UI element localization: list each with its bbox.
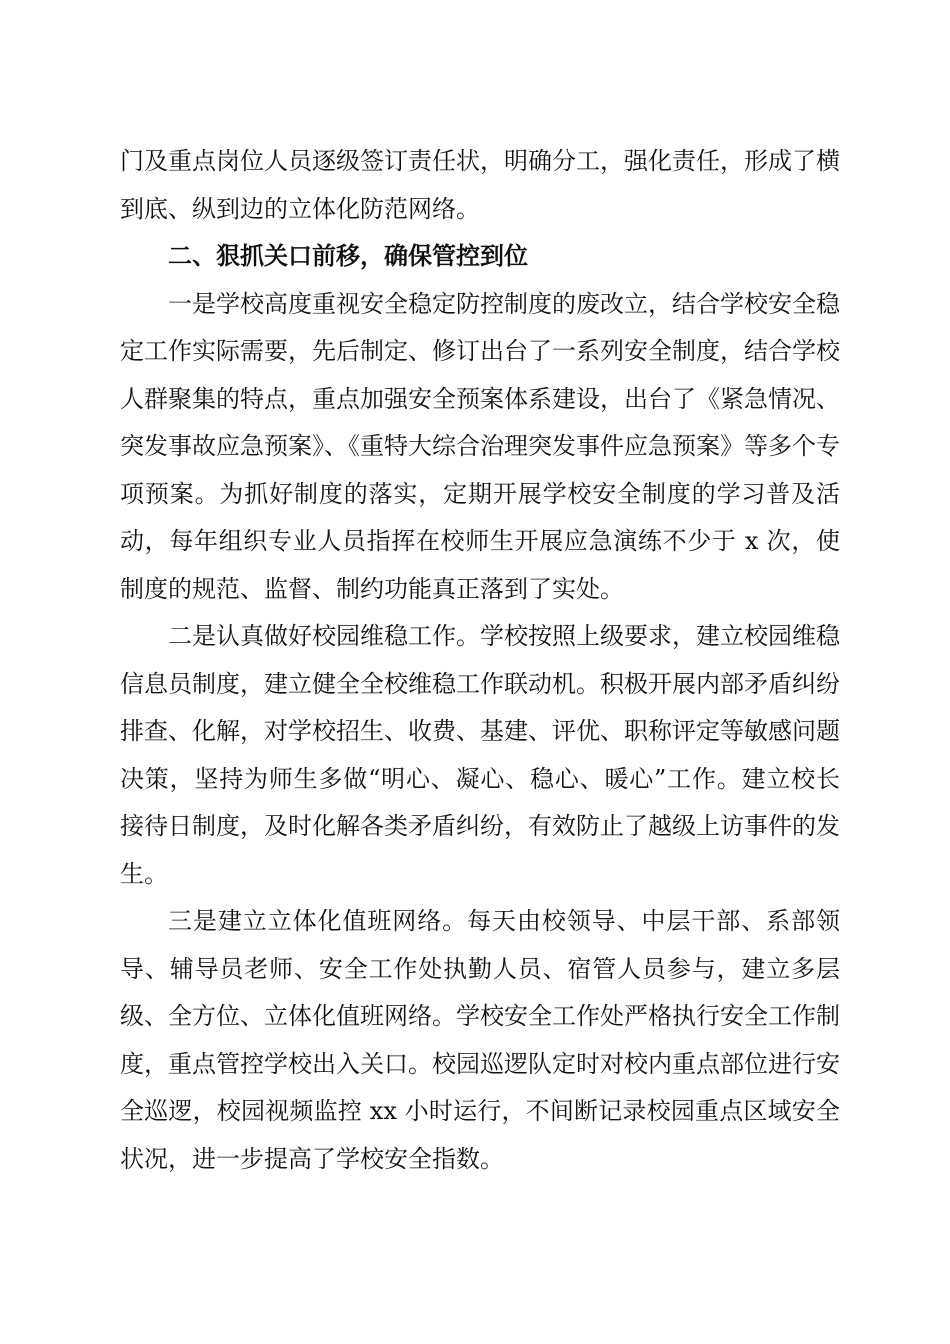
continuation-paragraph: 门及重点岗位人员逐级签订责任状，明确分工，强化责任，形成了横到底、纵到边的立体化防范网络。 <box>120 147 840 223</box>
paragraph-3: 三是建立立体化值班网络。每天由校领导、中层干部、系部领导、辅导员老师、安全工作处执勤人员、宿管人员参与，建立多层级、全方位、立体化值班网络。学校安全工作处严格执行安全工作制度，重点管控学校出入关口。校园巡逻队定时对校内重点部位进行安全巡逻，校园视频监控 xx 小时运行，不间断记录校园重点区域安全状况，进一步提高了学校安全指数。 <box>120 907 840 1173</box>
section-heading: 二、狠抓关口前移，确保管控到位 <box>168 242 528 270</box>
document-body <box>120 138 840 1183</box>
paragraph-2: 二是认真做好校园维稳工作。学校按照上级要求，建立校园维稳信息员制度，建立健全全校维稳工作联动机。积极开展内部矛盾纠纷排查、化解，对学校招生、收费、基建、评优、职称评定等敏感问题决策，坚持为师生多做“明心、凝心、稳心、暖心”工作。建立校长接待日制度，及时化解各类矛盾纠纷，有效防止了越级上访事件的发生。 <box>120 622 840 888</box>
paragraph-1: 一是学校高度重视安全稳定防控制度的废改立，结合学校安全稳定工作实际需要，先后制定、修订出台了一系列安全制度，结合学校人群聚集的特点，重点加强安全预案体系建设，出台了《紧急情况、突发事故应急预案》、《重特大综合治理突发事件应急预案》等多个专项预案。为抓好制度的落实，定期开展学校安全制度的学习普及活动，每年组织专业人员指挥在校师生开展应急演练不少于 x 次，使制度的规范、监督、制约功能真正落到了实处。 <box>120 289 840 603</box>
